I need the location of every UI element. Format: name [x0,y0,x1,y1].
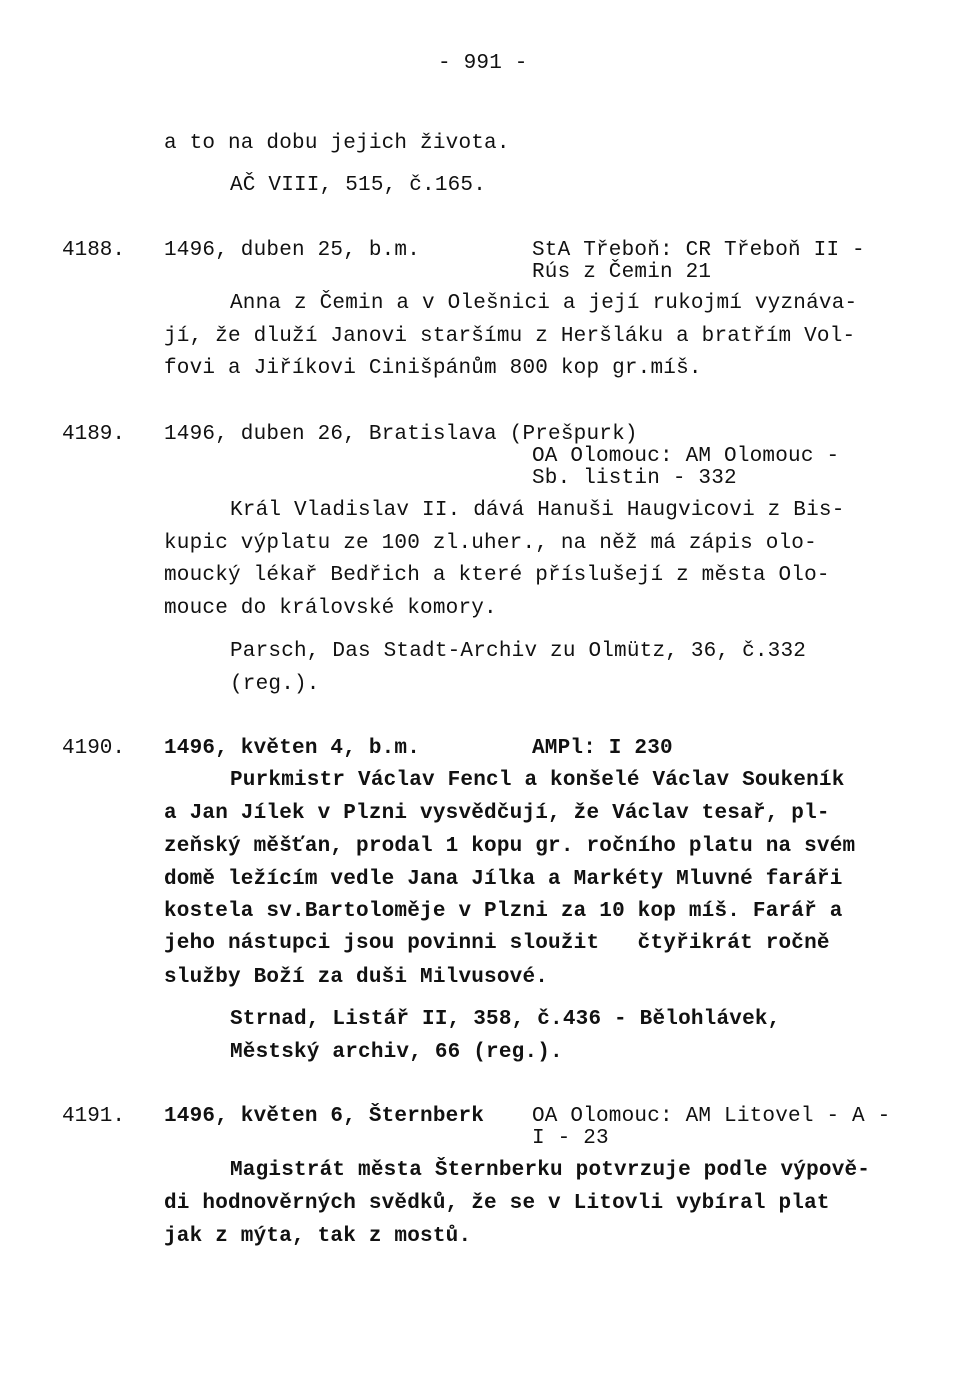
entry-archive-line: OA Olomouc: AM Olomouc - [532,445,840,468]
entry-reference-line: Parsch, Das Stadt-Archiv zu Olmütz, 36, č.332 [230,640,807,663]
entry-body-line: kostela sv.Bartoloměje v Plzni za 10 kop míš. Farář a [164,900,843,923]
entry-date-place: 1496, duben 26, Bratislava (Prešpurk) [164,423,638,446]
entry-reference-line: Městský archiv, 66 (reg.). [230,1041,563,1064]
entry-body-line: domě ležícím vedle Jana Jílka a Markéty Mluvné faráři [164,868,843,891]
entry-archive-line: Sb. listin - 332 [532,467,737,490]
entry-body-line: Magistrát města Šternberku potvrzuje podle výpově- [230,1159,871,1182]
entry-body-line: jí, že dluží Janovi staršímu z Heršláku a bratřím Vol- [164,325,856,348]
entry-body-line: jeho nástupci jsou povinni sloužit čtyřikrát ročně [164,932,830,955]
entry-body-line: fovi a Jiříkovi Cinišpánům 800 kop gr.míš. [164,357,702,380]
entry-archive-line: OA Olomouc: AM Litovel - A - [532,1105,891,1128]
entry-number: 4188. [62,239,126,262]
entry-body-line: kupic výplatu ze 100 zl.uher., na něž má zápis olo- [164,532,817,555]
entry-archive-line: AMPl: I 230 [532,737,673,760]
entry-archive-line: StA Třeboň: CR Třeboň II - [532,239,865,262]
entry-archive-line: I - 23 [532,1127,609,1150]
entry-date-place: 1496, květen 6, Šternberk [164,1105,485,1128]
entry-number: 4191. [62,1105,126,1128]
entry-body-line: Anna z Čemin a v Olešnici a její rukojmí vyznáva- [230,292,858,315]
entry-body-line: Purkmistr Václav Fencl a konšelé Václav Soukeník [230,769,845,792]
entry-body-line: mouce do královské komory. [164,597,497,620]
entry-body-line: zeňský měšťan, prodal 1 kopu gr. ročního platu na svém [164,835,856,858]
entry-date-place: 1496, květen 4, b.m. [164,737,421,760]
entry-number: 4190. [62,737,126,760]
entry-reference-line: Strnad, Listář II, 358, č.436 - Bělohlávek, [230,1008,781,1031]
entry-body-line: a Jan Jílek v Plzni vysvědčují, že Václav tesař, pl- [164,802,830,825]
entry-body-line: služby Boží za duši Milvusové. [164,966,549,989]
entry-body-line: moucký lékař Bedřich a které příslušejí z města Olo- [164,564,830,587]
page-number: - 991 - [438,52,528,75]
entry-number: 4189. [62,423,126,446]
entry-archive-line: Rús z Čemin 21 [532,261,712,284]
entry-reference-line: (reg.). [230,673,320,696]
entry-body-line: di hodnověrných svědků, že se v Litovli vybíral plat [164,1192,830,1215]
entry-date-place: 1496, duben 25, b.m. [164,239,421,262]
intro-reference: AČ VIII, 515, č.165. [230,174,487,197]
entry-body-line: Král Vladislav II. dává Hanuši Haugvicovi z Bis- [230,499,845,522]
intro-line: a to na dobu jejich života. [164,132,510,155]
entry-body-line: jak z mýta, tak z mostů. [164,1225,472,1248]
